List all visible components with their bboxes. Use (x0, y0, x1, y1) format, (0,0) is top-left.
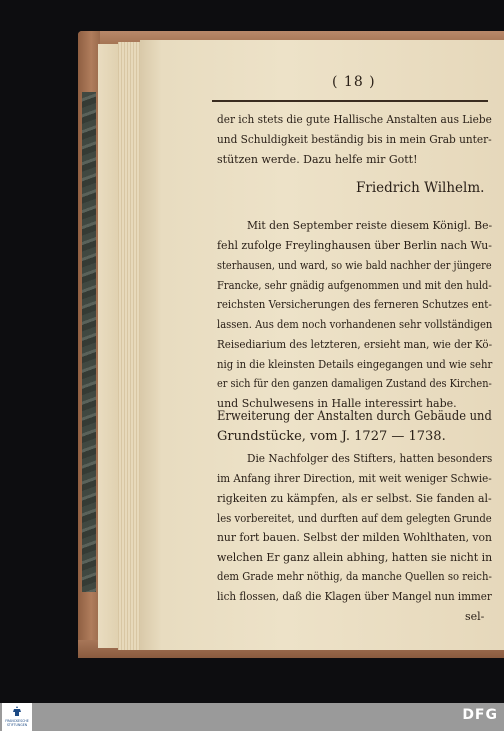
text-line: nig in die kleinsten Details eingegangen und wie sehr (217, 358, 493, 371)
logo-label: FRANCKESCHE STIFTUNGEN (5, 719, 29, 727)
text-line: er sich für den ganzen damaligen Zustand des Kirchen- (217, 377, 492, 390)
text-line: der ich stets die gute Hallische Anstalten aus Liebe (217, 113, 492, 126)
text-line: rigkeiten zu kämpfen, als er selbst. Sie fanden al- (217, 492, 492, 505)
text-line: les vorbereitet, und durften auf dem gelegten Grunde (217, 512, 492, 525)
header-rule (212, 100, 488, 102)
page-number: ( 18 ) (332, 74, 376, 90)
text-line: stützen werde. Dazu helfe mir Gott! (217, 153, 418, 166)
text-line: lich flossen, daß die Klagen über Mangel nun immer (217, 590, 492, 603)
signature-line: Friedrich Wilhelm. (356, 180, 485, 196)
text-line: Francke, sehr gnädig aufgenommen und mit den huld- (217, 279, 492, 292)
text-line: Mit den September reiste diesem Königl. Be- (247, 219, 493, 232)
institution-logo[interactable] (2, 703, 32, 731)
text-line: und Schulwesens in Halle interessirt habe. (217, 397, 457, 410)
text-line: reichsten Versicherungen des ferneren Schutzes ent- (217, 298, 492, 311)
text-line: sterhausen, und ward, so wie bald nachher der jüngere (217, 259, 492, 272)
catchword: sel- (465, 610, 485, 623)
text-line: im Anfang ihrer Direction, mit weit weniger Schwie- (217, 472, 492, 485)
text-line: dem Grade mehr nöthig, da manche Quellen so reich- (217, 570, 492, 583)
orphanage-emblem-icon (12, 706, 22, 717)
text-line: lassen. Aus dem noch vorhandenen sehr vollständigen (217, 318, 493, 331)
viewer-footer-bar (0, 703, 504, 731)
text-line: Die Nachfolger des Stifters, hatten besonders (247, 452, 493, 465)
text-line: welchen Er ganz allein abhing, hatten sie nicht in (217, 551, 493, 564)
marbled-cover (82, 92, 96, 592)
text-line: nur fort bauen. Selbst der milden Wohlthaten, von (217, 531, 492, 544)
text-line: Reisediarium des letzteren, ersieht man, wie der Kö- (217, 338, 493, 351)
section-heading-line: Erweiterung der Anstalten durch Gebäude und (217, 409, 492, 424)
dfg-logo[interactable]: DFG (462, 707, 498, 723)
section-heading-line: Grundstücke, vom J. 1727 — 1738. (217, 429, 446, 444)
text-line: fehl zufolge Freylinghausen über Berlin nach Wu- (217, 239, 492, 252)
text-line: und Schuldigkeit beständig bis in mein Grab unter- (217, 133, 492, 146)
